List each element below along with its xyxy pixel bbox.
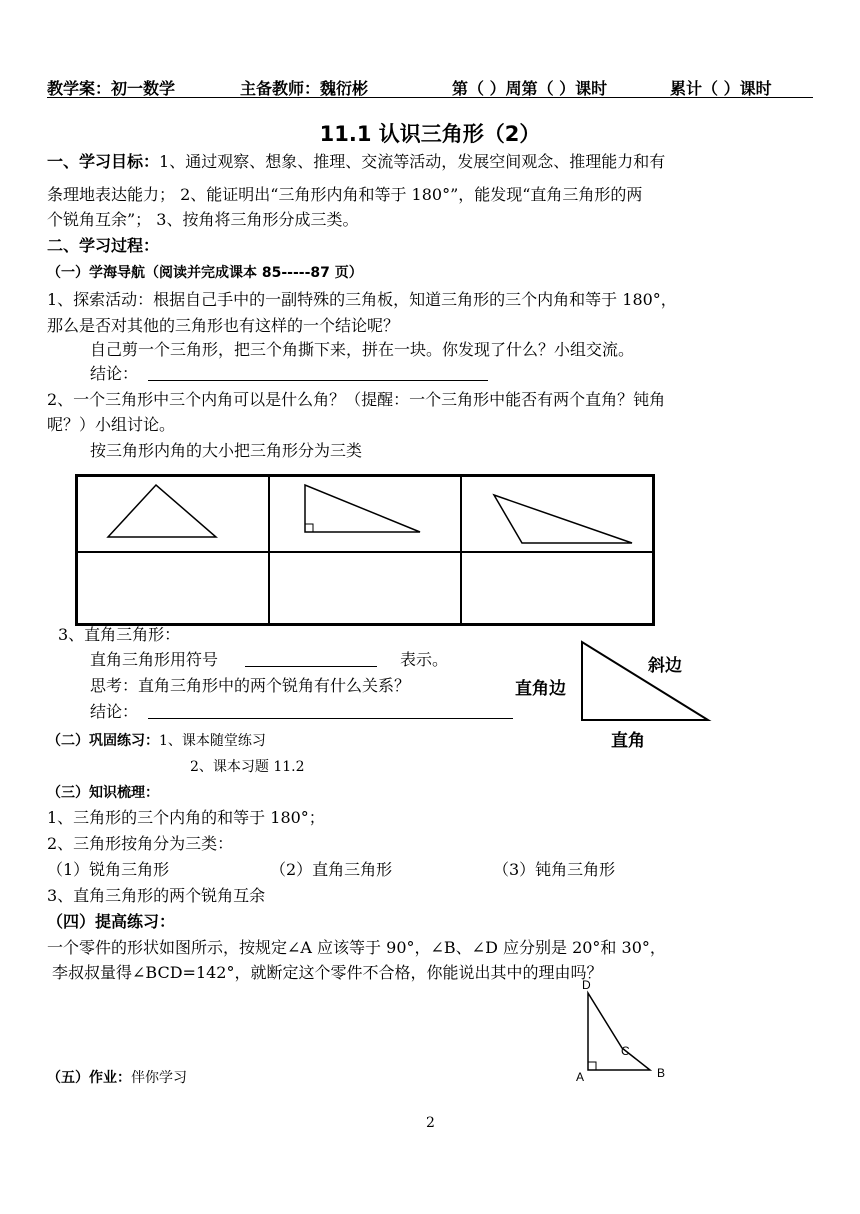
point-d-label: D xyxy=(582,978,591,992)
practice-item1: 1、课本随堂练习 xyxy=(159,733,266,749)
q3-symbol-blank[interactable] xyxy=(245,648,377,667)
summary-class1: （1）锐角三角形 xyxy=(47,860,170,879)
advanced-line2: 李叔叔量得∠BCD=142°，就断定这个零件不合格，你能说出其中的理由吗？ xyxy=(52,963,603,982)
q1-line3: 自己剪一个三角形，把三个角撕下来，拼在一块。你发现了什么？小组交流。 xyxy=(90,340,635,359)
q1-conclusion-blank[interactable] xyxy=(148,362,488,381)
q3-line1-a: 直角三角形用符号 xyxy=(90,650,219,669)
triangle-classification-table xyxy=(75,474,655,626)
q3-conclusion-blank[interactable] xyxy=(148,700,513,719)
page-title: 11.1 认识三角形（2） xyxy=(319,122,541,146)
objectives-heading: 一、学习目标： xyxy=(47,152,160,171)
point-b-label: B xyxy=(657,1066,666,1080)
q3-line1-b: 表示。 xyxy=(400,650,449,669)
practice-line1 xyxy=(47,730,266,750)
q2-line2: 呢？）小组讨论。 xyxy=(47,415,176,434)
right-triangle-diagram xyxy=(580,640,712,724)
q1-line2: 那么是否对其他的三角形也有这样的一个结论呢？ xyxy=(47,316,400,335)
practice-heading: （二）巩固练习： xyxy=(47,733,159,749)
objectives-line3: 个锐角互余”； 3、按角将三角形分成三类。 xyxy=(47,210,359,229)
summary-point3: 3、直角三角形的两个锐角互余 xyxy=(47,886,266,905)
advanced-heading: （四）提高练习： xyxy=(47,912,176,931)
summary-point1: 1、三角形的三个内角的和等于 180°； xyxy=(47,808,325,827)
q3-conclusion-label: 结论： xyxy=(90,702,139,721)
objectives-text1: 1、通过观察、想象、推理、交流等活动，发展空间观念、推理能力和有 xyxy=(159,152,666,171)
process-sub1: （一）学海导航（阅读并完成课本 85-----87 页） xyxy=(47,265,363,281)
summary-point2: 2、三角形按角分为三类： xyxy=(47,834,234,853)
q3-line2: 思考：直角三角形中的两个锐角有什么关系？ xyxy=(90,676,411,695)
q1-line1: 1、探索活动：根据自己手中的一副特殊的三角板，知道三角形的三个内角和等于 180°， xyxy=(47,290,677,309)
homework-text: 伴你学习 xyxy=(131,1070,187,1086)
q3-title: 3、直角三角形： xyxy=(58,625,181,644)
q2-line1: 2、一个三角形中三个内角可以是什么角？（提醒：一个三角形中能否有两个直角？钝角 xyxy=(47,390,666,409)
summary-class2: （2）直角三角形 xyxy=(270,860,393,879)
page-number: 2 xyxy=(426,1115,435,1131)
q2-line3: 按三角形内角的大小把三角形分为三类 xyxy=(90,441,363,460)
header-rule xyxy=(47,97,813,98)
point-c-label: C xyxy=(621,1044,630,1058)
part-diagram xyxy=(570,978,690,1088)
summary-heading: （三）知识梳理： xyxy=(47,785,159,801)
header-teacher: 主备教师：魏衍彬 xyxy=(240,79,369,98)
hypotenuse-label: 斜边 xyxy=(648,656,682,676)
objectives-line1 xyxy=(47,152,813,172)
header-total: 累计（ ）课时 xyxy=(670,79,772,98)
right-triangle-figure xyxy=(270,477,460,547)
right-answer-cell[interactable] xyxy=(269,552,461,624)
obtuse-answer-cell[interactable] xyxy=(461,552,654,624)
practice-item2: 2、课本习题 11.2 xyxy=(190,759,305,775)
summary-class3: （3）钝角三角形 xyxy=(493,860,616,879)
acute-answer-cell[interactable] xyxy=(77,552,270,624)
homework-line xyxy=(47,1067,187,1087)
objectives-line2: 条理地表达能力； 2、能证明出“三角形内角和等于 180°”，能发现“直角三角形的两 xyxy=(47,185,643,204)
point-a-label: A xyxy=(576,1070,585,1084)
leg-label: 直角边 xyxy=(515,679,566,699)
obtuse-triangle-cell xyxy=(461,476,654,553)
process-heading: 二、学习过程： xyxy=(47,236,160,255)
obtuse-triangle-figure xyxy=(462,477,652,547)
q1-conclusion-label: 结论： xyxy=(90,364,139,383)
header-week: 第（ ）周第（ ）课时 xyxy=(452,79,608,98)
acute-triangle-cell xyxy=(77,476,270,553)
right-angle-label: 直角 xyxy=(611,731,645,751)
homework-heading: （五）作业： xyxy=(47,1070,131,1086)
advanced-line1: 一个零件的形状如图所示，按规定∠A 应该等于 90°，∠B、∠D 应分别是 20°和 30°， xyxy=(47,938,666,957)
right-triangle-cell xyxy=(269,476,461,553)
header-course: 教学案：初一数学 xyxy=(47,79,176,98)
acute-triangle-figure xyxy=(78,477,268,547)
